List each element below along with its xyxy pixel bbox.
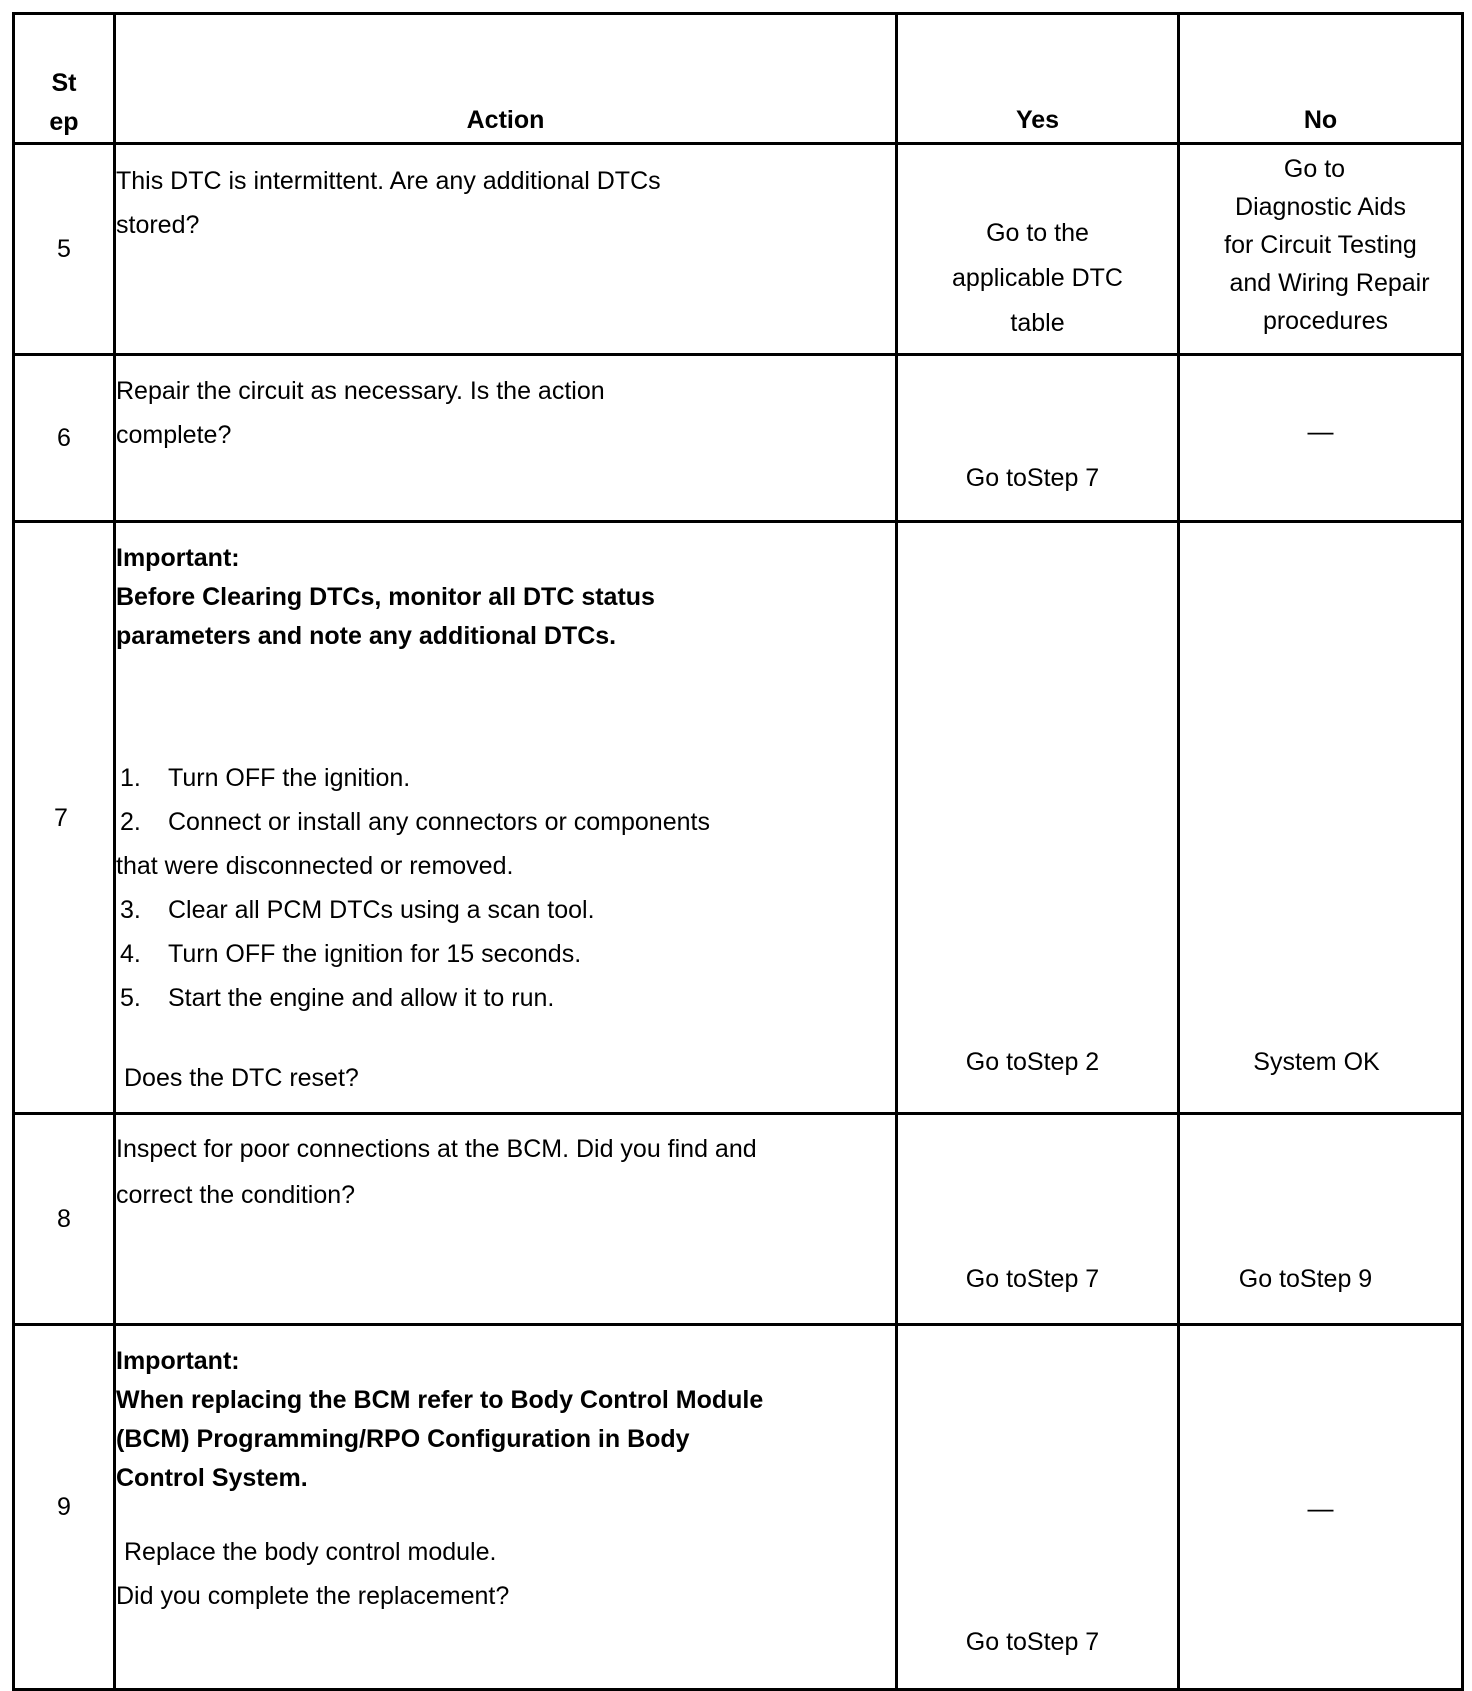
- action-cell: [115, 144, 897, 355]
- yes-text: applicable DTC: [952, 264, 1123, 292]
- important-label: Important:: [116, 1347, 240, 1375]
- no-text: —: [1307, 416, 1334, 446]
- no-text: System OK: [1253, 1048, 1380, 1076]
- list-item: 1. Turn OFF the ignition.: [120, 764, 411, 792]
- header-action: Action: [115, 14, 897, 144]
- no-text: Go toStep 9: [1238, 1265, 1373, 1293]
- yes-text: Go toStep 7: [965, 1628, 1100, 1656]
- no-cell: [1179, 144, 1463, 355]
- important-text: (BCM) Programming/RPO Configuration in Body: [116, 1425, 690, 1453]
- instruction-list: [116, 756, 895, 1020]
- header-yes: Yes: [897, 14, 1179, 144]
- action-text: Inspect for poor connections at the BCM. Did you find and: [116, 1135, 757, 1163]
- no-text: procedures: [1262, 307, 1389, 335]
- no-text: —: [1307, 1493, 1334, 1523]
- step-number: 7: [14, 522, 115, 1114]
- important-text: When replacing the BCM refer to Body Control Module: [116, 1386, 764, 1414]
- header-step: St ep: [14, 14, 115, 144]
- header-row: [14, 14, 1463, 144]
- no-text: Go to: [1283, 155, 1346, 183]
- yes-cell: [897, 144, 1179, 355]
- yes-cell: [897, 1114, 1179, 1325]
- step-number: 6: [14, 355, 115, 522]
- important-label: Important:: [116, 544, 240, 572]
- table-row: [14, 522, 1463, 1114]
- action-text: Repair the circuit as necessary. Is the action: [116, 377, 605, 405]
- table-row: [14, 1325, 1463, 1690]
- action-text: complete?: [116, 421, 232, 449]
- list-item: 5. Start the engine and allow it to run.: [120, 984, 555, 1012]
- question-text: Does the DTC reset?: [124, 1064, 359, 1092]
- list-item: 3. Clear all PCM DTCs using a scan tool.: [120, 896, 595, 924]
- header-no: No: [1179, 14, 1463, 144]
- list-item: that were disconnected or removed.: [116, 852, 514, 880]
- important-text: Control System.: [116, 1464, 308, 1492]
- step-number: 9: [14, 1325, 115, 1690]
- action-text: Replace the body control module.: [124, 1538, 497, 1566]
- no-cell: [1179, 355, 1463, 522]
- action-text: stored?: [116, 211, 200, 239]
- no-text: and Wiring Repair: [1229, 269, 1430, 297]
- action-cell: [115, 1114, 897, 1325]
- step-number: 5: [14, 144, 115, 355]
- yes-cell: [897, 522, 1179, 1114]
- action-text: Did you complete the replacement?: [116, 1582, 510, 1610]
- yes-text: Go to the: [986, 219, 1089, 247]
- diagnostic-table: [12, 12, 1464, 1691]
- table-row: [14, 144, 1463, 355]
- action-text: This DTC is intermittent. Are any additional DTCs: [116, 167, 661, 195]
- yes-text: table: [1010, 309, 1065, 337]
- action-cell: [115, 1325, 897, 1690]
- table-row: [14, 1114, 1463, 1325]
- no-cell: [1179, 522, 1463, 1114]
- list-item: 2. Connect or install any connectors or components: [120, 808, 710, 836]
- yes-text: Go toStep 7: [965, 1265, 1100, 1293]
- no-cell: [1179, 1114, 1463, 1325]
- action-text: correct the condition?: [116, 1181, 356, 1209]
- action-cell: [115, 522, 897, 1114]
- table-row: [14, 355, 1463, 522]
- no-text: Diagnostic Aids: [1235, 193, 1406, 221]
- yes-text: Go toStep 7: [965, 464, 1100, 492]
- yes-text: Go toStep 2: [965, 1048, 1100, 1076]
- list-item: 4. Turn OFF the ignition for 15 seconds.: [120, 940, 582, 968]
- important-text: parameters and note any additional DTCs.: [116, 622, 617, 650]
- no-cell: [1179, 1325, 1463, 1690]
- yes-cell: [897, 355, 1179, 522]
- action-cell: [115, 355, 897, 522]
- yes-cell: [897, 1325, 1179, 1690]
- no-text: for Circuit Testing: [1224, 231, 1417, 259]
- step-number: 8: [14, 1114, 115, 1325]
- important-text: Before Clearing DTCs, monitor all DTC status: [116, 583, 655, 611]
